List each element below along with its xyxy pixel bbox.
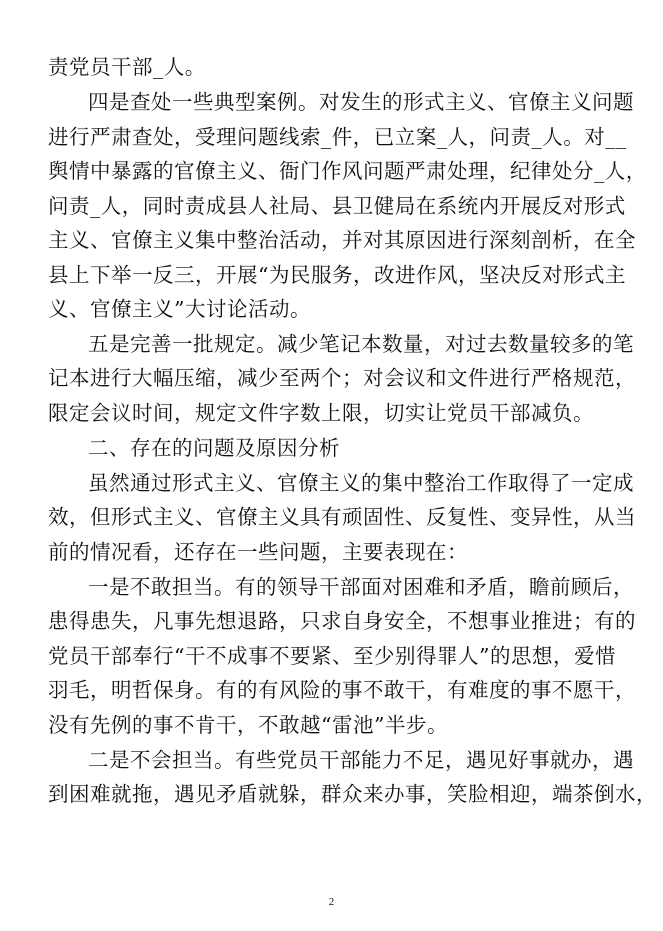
text-line: 县上下举一反三，开展“为民服务，改进作风，坚决反对形式主 bbox=[48, 263, 626, 287]
text-line: 效，但形式主义、官僚主义具有顽固性、反复性、变异性，从当 bbox=[48, 505, 636, 529]
text-line: 责党员干部_人。 bbox=[48, 55, 206, 79]
text-line: 问责_人，同时责成县人社局、县卫健局在系统内开展反对形式 bbox=[48, 194, 626, 218]
text-line: 主义、官僚主义集中整治活动，并对其原因进行深刻剖析，在全 bbox=[48, 228, 636, 252]
text-line: 没有先例的事不肯干，不敢越“雷池”半步。 bbox=[48, 713, 448, 737]
paragraph-start-line: 二是不会担当。有些党员干部能力不足，遇见好事就办，遇 bbox=[88, 748, 634, 772]
text-line: 进行严肃查处，受理问题线索_件，已立案_人，问责_人。对__ bbox=[48, 125, 627, 149]
paragraph-start-line: 虽然通过形式主义、官僚主义的集中整治工作取得了一定成 bbox=[88, 471, 634, 495]
text-line: 记本进行大幅压缩，减少至两个；对会议和文件进行严格规范， bbox=[48, 366, 636, 390]
text-line: 党员干部奉行“干不成事不要紧、至少别得罪人”的思想，爱惜 bbox=[48, 644, 616, 668]
page-number: 2 bbox=[328, 896, 335, 908]
text-line: 舆情中暴露的官僚主义、衙门作风问题严肃处理，纪律处分_人， bbox=[48, 159, 647, 183]
paragraph-start-line: 四是查处一些典型案例。对发生的形式主义、官僚主义问题 bbox=[88, 90, 634, 114]
paragraph-start-line: 五是完善一批规定。减少笔记本数量，对过去数量较多的笔 bbox=[88, 332, 634, 356]
text-line: 义、官僚主义”大讨论活动。 bbox=[48, 297, 311, 321]
text-line: 患得患失，凡事先想退路，只求自身安全，不想事业推进；有的 bbox=[48, 609, 636, 633]
text-line: 到困难就拖，遇见矛盾就躲，群众来办事，笑脸相迎，端茶倒水， bbox=[48, 782, 657, 806]
text-line: 限定会议时间，规定文件字数上限，切实让党员干部减负。 bbox=[48, 401, 594, 425]
paragraph-start-line: 一是不敢担当。有的领导干部面对困难和矛盾，瞻前顾后， bbox=[88, 575, 634, 599]
text-line: 前的情况看，还存在一些问题，主要表现在： bbox=[48, 540, 468, 564]
section-heading: 二、存在的问题及原因分析 bbox=[88, 436, 340, 460]
text-line: 羽毛，明哲保身。有的有风险的事不敢干，有难度的事不愿干， bbox=[48, 678, 636, 702]
